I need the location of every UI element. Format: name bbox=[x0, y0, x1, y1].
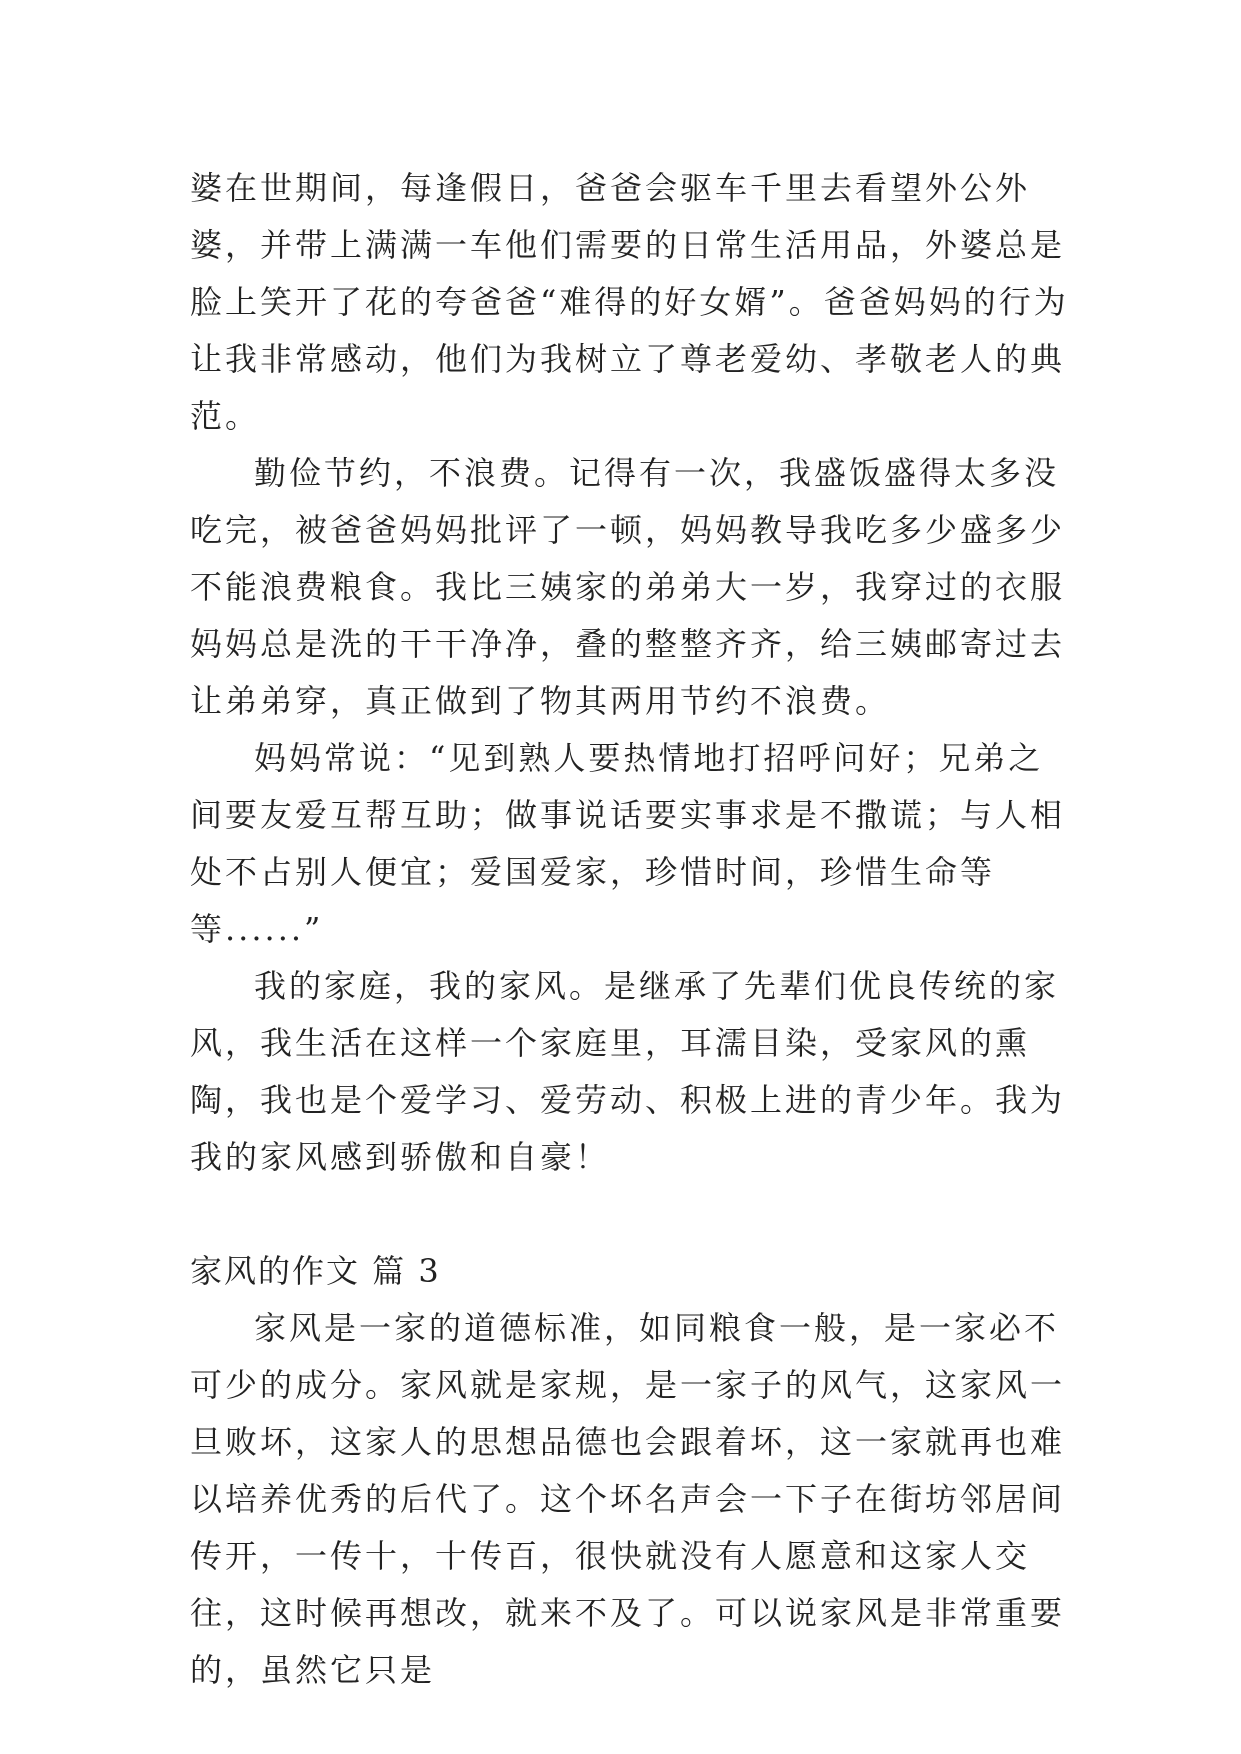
paragraph-5: 家风是一家的道德标准，如同粮食一般，是一家必不可少的成分。家风就是家规，是一家子的风气，这家风一旦败坏，这家人的思想品德也会跟着坏，这一家就再也难以培养优秀的后代了。这个坏名声会一下子在街坊邻居间传开，一传十，十传百，很快就没有人愿意和这家人交往，这时候再想改，就来不及了。可以说家风是非常重要的，虽然它只是 bbox=[190, 1309, 1066, 1689]
document-body bbox=[190, 160, 1070, 1699]
paragraph-4: 我的家庭，我的家风。是继承了先辈们优良传统的家风，我生活在这样一个家庭里，耳濡目染，受家风的熏陶，我也是个爱学习、爱劳动、积极上进的青少年。我为我的家风感到骄傲和自豪！ bbox=[190, 967, 1066, 1176]
paragraph-2: 勤俭节约，不浪费。记得有一次，我盛饭盛得太多没吃完，被爸爸妈妈批评了一顿，妈妈教导我吃多少盛多少不能浪费粮食。我比三姨家的弟弟大一岁，我穿过的衣服妈妈总是洗的干干净净，叠的整整齐齐，给三姨邮寄过去让弟弟穿，真正做到了物其两用节约不浪费。 bbox=[190, 454, 1066, 720]
paragraph-1: 婆在世期间，每逢假日，爸爸会驱车千里去看望外公外婆，并带上满满一车他们需要的日常生活用品，外婆总是脸上笑开了花的夸爸爸“难得的好女婿”。爸爸妈妈的行为让我非常感动，他们为我树立了尊老爱幼、孝敬老人的典范。 bbox=[190, 169, 1069, 435]
section-spacer bbox=[190, 1186, 1070, 1243]
paragraph-3: 妈妈常说：“见到熟人要热情地打招呼问好；兄弟之间要友爱互帮互助；做事说话要实事求是不撒谎；与人相处不占别人便宜；爱国爱家，珍惜时间，珍惜生命等等......” bbox=[190, 739, 1066, 948]
section-heading: 家风的作文 篇 3 bbox=[190, 1252, 441, 1290]
